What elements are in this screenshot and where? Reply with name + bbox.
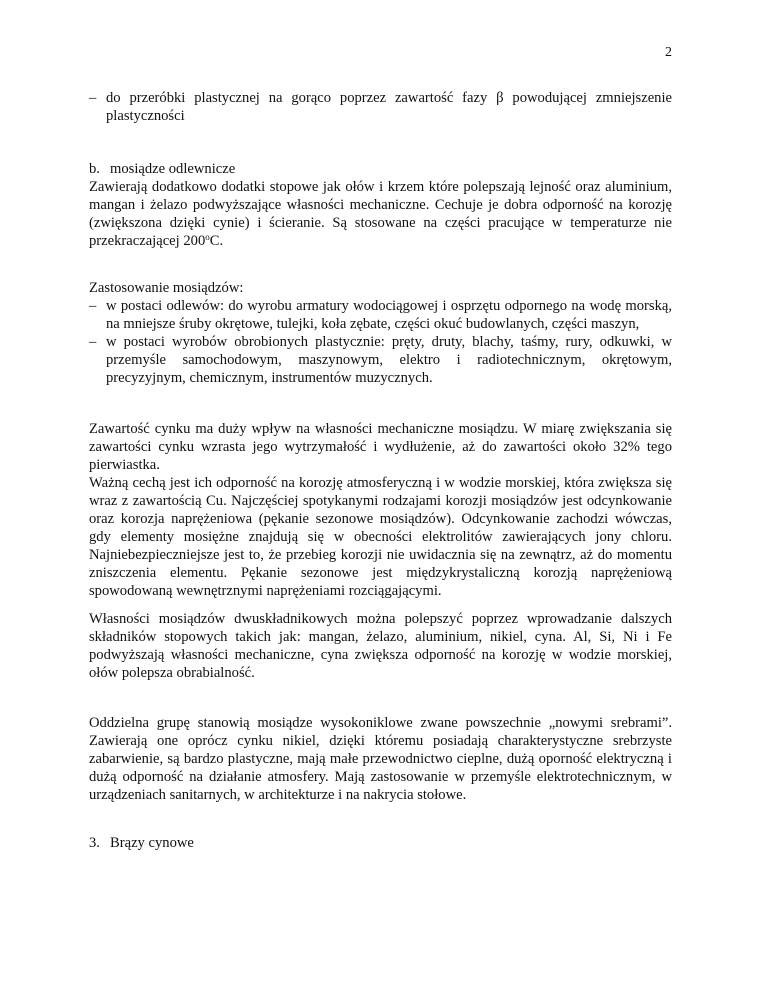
list-item	[89, 297, 672, 333]
dash-bullet: –	[89, 334, 97, 350]
list-item	[89, 89, 672, 125]
section-b-title: mosiądze odlewnicze	[110, 161, 236, 177]
section-3-title: Brązy cynowe	[110, 835, 194, 851]
dash-bullet: –	[89, 90, 97, 106]
dash-bullet: –	[89, 298, 97, 314]
section-b-paragraph	[89, 178, 672, 250]
degree-superscript: o	[205, 232, 210, 242]
section-3-label: 3.	[89, 835, 100, 851]
intro-list	[89, 89, 672, 125]
section-b-label: b.	[89, 161, 100, 177]
paragraph-zinc: Zawartość cynku ma duży wpływ na własności mechaniczne mosiądzu. W miarę zwiększania się zawartości cynku wzrasta jego wytrzymałość i wydłużenie, aż do zawartości około 32% tego pierwiastka.	[89, 421, 672, 473]
list-item-text: do przeróbki plastycznej na gorąco poprzez zawartość fazy β powodującej zmniejszenie plastyczności	[106, 90, 672, 124]
list-item-text: w postaci wyrobów obrobionych plastycznie: pręty, druty, blachy, taśmy, rury, odkuwki, w przemyśle samochodowym, maszynowym, elektro i radiotechnicznym, okrętowym, precyzyjnym, chemicznym, instrumentów muzycznych.	[106, 334, 672, 386]
page-number: 2	[665, 45, 672, 60]
paragraph-nickel-silver: Oddzielna grupę stanowią mosiądze wysokoniklowe zwane powszechnie „nowymi srebrami”. Zawierają one oprócz cynku nikiel, dzięki któremu posiadają charakterystyczne srebrzyste zabarwienie, są bardzo plastyczne, mają małe przewodnictwo cieplne, dużą oporność elektryczną i dużą odporność na działanie atmosfery. Mają zastosowanie w przemyśle elektrotechnicznym, w urządzeniach sanitarnych, w architekturze i na nakrycia stołowe.	[89, 715, 672, 803]
list-item	[89, 333, 672, 387]
section-b-heading	[89, 160, 672, 178]
section-3-heading	[89, 834, 672, 852]
applications-list	[89, 297, 672, 387]
degree-unit: C.	[209, 233, 224, 249]
list-item-text: w postaci odlewów: do wyrobu armatury wodociągowej i osprzętu odpornego na wodę morską, na mniejsze śruby okrętowe, tulejki, koła zębate, części okuć budowlanych, części maszyn,	[106, 298, 672, 332]
applications-heading: Zastosowanie mosiądzów:	[89, 280, 244, 296]
paragraph-properties: Własności mosiądzów dwuskładnikowych można polepszyć poprzez wprowadzanie dalszych składników stopowych takich jak: mangan, żelazo, aluminium, nikiel, cyna. Al, Si, Ni i Fe podwyższają własności mechaniczne, cyna zwiększa odporność na korozję w wodzie morskiej, ołów polepsza obrabialność.	[89, 611, 672, 681]
paragraph-text: Zawierają dodatkowo dodatki stopowe jak ołów i krzem które polepszają lejność oraz aluminium, mangan i żelazo podwyższające własności mechaniczne. Cechuje je dobra odporność na korozję (zwiększona dzięki cynie) i ścieranie. Są stosowane na części pracujące w temperaturze nie przekraczającej 200	[89, 179, 672, 249]
paragraph-corrosion: Ważną cechą jest ich odporność na korozję atmosferyczną i w wodzie morskiej, która zwiększa się wraz z zawartością Cu. Najczęściej spotykanymi rodzajami korozji mosiądzów jest odcynkowanie oraz korozja naprężeniowa (pękanie sezonowe mosiądzów). Odcynkowanie zachodzi wówczas, gdy elementy mosiężne znajdują się w obecności elektrolitów zawierających jony chloru. Najniebezpieczniejsze jest to, że przebieg korozji nie uwidacznia się na zewnątrz, aż do momentu zniszczenia elementu. Pękanie sezonowe jest międzykrystaliczną korozją naprężeniową spowodowaną wewnętrznymi naprężeniami rozciągającymi.	[89, 475, 672, 599]
